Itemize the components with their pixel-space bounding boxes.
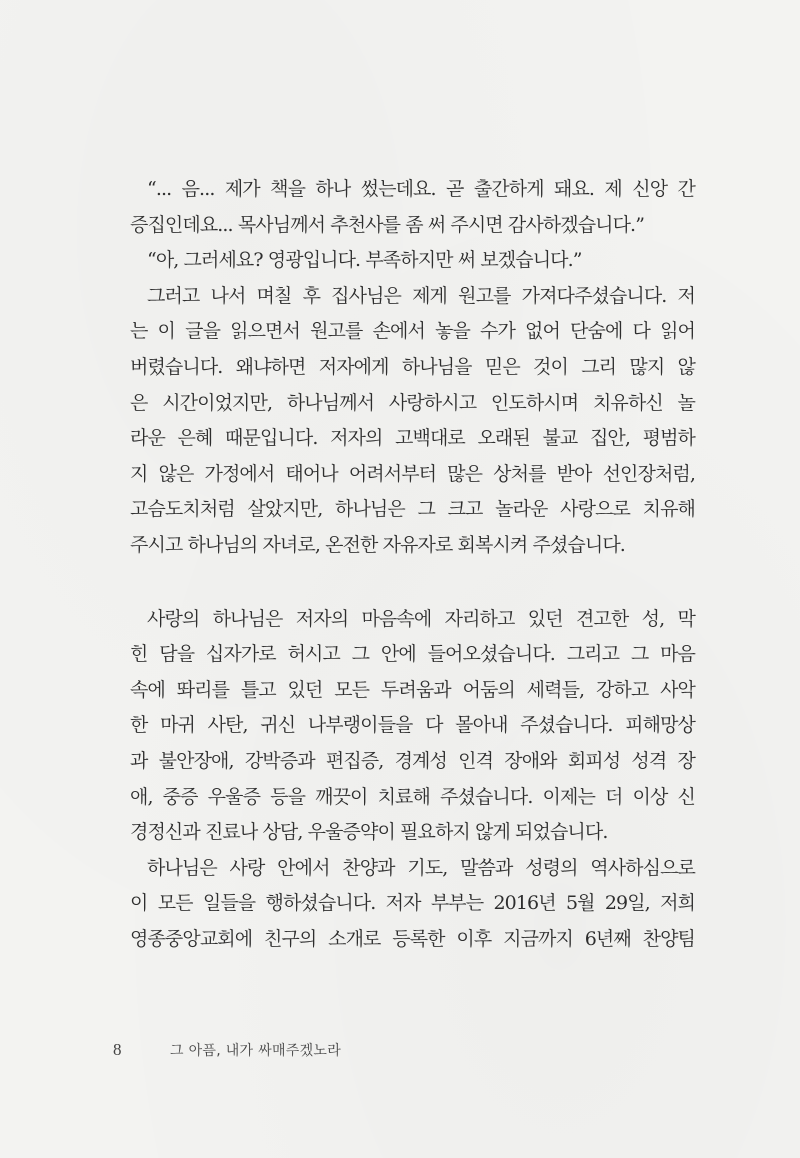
text-line: 버렸습니다. 왜냐하면 저자에게 하나님을 믿은 것이 그리 많지 않	[130, 355, 695, 378]
body-text	[113, 172, 695, 957]
text-line: “... 음... 제가 책을 하나 썼는데요. 곧 출간하게 돼요. 제 신앙 간	[147, 178, 695, 200]
paragraph	[113, 172, 695, 243]
text-line: 사랑의 하나님은 저자의 마음속에 자리하고 있던 견고한 성, 막	[147, 607, 695, 630]
text-line: 지 않은 가정에서 태어나 어려서부터 많은 상처를 받아 선인장처럼,	[130, 462, 695, 485]
paragraph-gap	[113, 564, 695, 602]
paragraph	[113, 243, 695, 279]
text-line: 는 이 글을 읽으면서 원고를 손에서 놓을 수가 없어 단숨에 다 읽어	[130, 320, 695, 343]
text-line: “아, 그러세요? 영광입니다. 부족하지만 써 보겠습니다.”	[147, 249, 582, 272]
text-line: 경정신과 진료나 상담, 우울증약이 필요하지 않게 되었습니다.	[130, 821, 608, 844]
paragraph	[113, 602, 695, 851]
text-line: 은 시간이었지만, 하나님께서 사랑하시고 인도하시며 치유하신 놀	[130, 391, 695, 414]
text-line: 주시고 하나님의 자녀로, 온전한 자유자로 회복시켜 주셨습니다.	[130, 533, 625, 556]
text-line: 과 불안장애, 강박증과 편집증, 경계성 인격 장애와 회피성 성격 장	[130, 749, 695, 772]
paragraph	[113, 279, 695, 564]
text-line: 힌 담을 십자가로 허시고 그 안에 들어오셨습니다. 그리고 그 마음	[130, 643, 695, 666]
text-line: 속에 똬리를 틀고 있던 모든 두려움과 어둠의 세력들, 강하고 사악	[130, 678, 695, 701]
running-title: 그 아픔, 내가 싸매주겠노라	[170, 1043, 342, 1059]
page-footer	[113, 1040, 341, 1060]
text-line: 라운 은혜 때문입니다. 저자의 고백대로 오래된 불교 집안, 평범하	[130, 427, 695, 450]
text-line: 애, 중증 우울증 등을 깨끗이 치료해 주셨습니다. 이제는 더 이상 신	[130, 785, 695, 808]
text-line: 영종중앙교회에 친구의 소개로 등록한 이후 지금까지 6년째 찬양팀	[130, 927, 695, 950]
text-line: 증집인데요... 목사님께서 추천사를 좀 써 주시면 감사하겠습니다.”	[130, 213, 645, 236]
text-line: 이 모든 일들을 행하셨습니다. 저자 부부는 2016년 5월 29일, 저희	[130, 892, 695, 915]
text-line: 한 마귀 사탄, 귀신 나부랭이들을 다 몰아내 주셨습니다. 피해망상	[130, 714, 695, 737]
paragraph	[113, 851, 695, 958]
text-line: 고슴도치처럼 살았지만, 하나님은 그 크고 놀라운 사랑으로 치유해	[130, 498, 695, 521]
text-line: 하나님은 사랑 안에서 찬양과 기도, 말씀과 성령의 역사하심으로	[147, 856, 695, 879]
text-line: 그러고 나서 며칠 후 집사님은 제게 원고를 가져다주셨습니다. 저	[147, 284, 695, 307]
page-number: 8	[113, 1040, 122, 1059]
